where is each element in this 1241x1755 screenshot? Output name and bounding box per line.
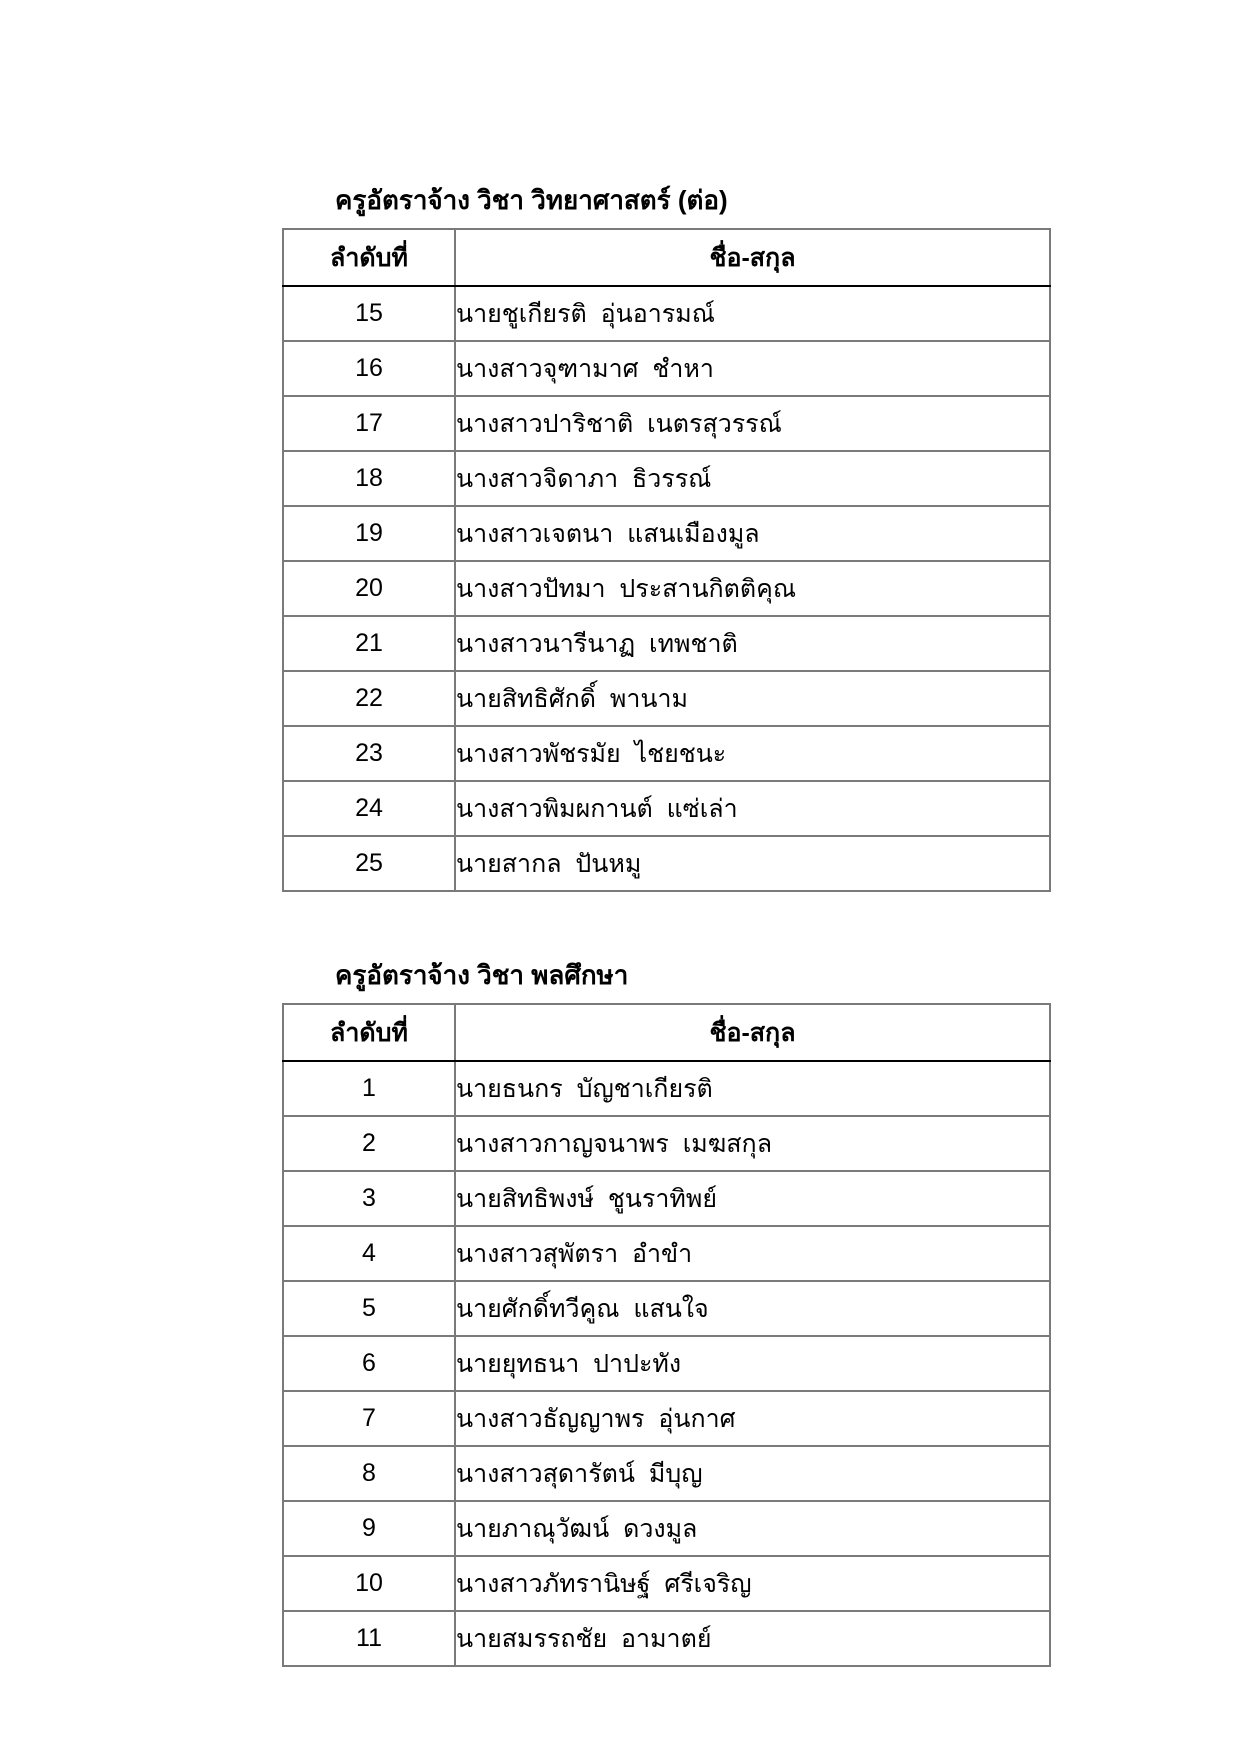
teacher-name: นางสาวปัทมา ประสานกิตติคุณ: [455, 561, 1050, 616]
teacher-name: นางสาวปาริชาติ เนตรสุวรรณ์: [455, 396, 1050, 451]
table-row: [283, 671, 1050, 726]
row-index: 9: [283, 1501, 455, 1556]
row-index: 1: [283, 1061, 455, 1116]
row-index: 22: [283, 671, 455, 726]
teacher-name: นางสาวธัญญาพร อุ่นกาศ: [455, 1391, 1050, 1446]
table-row: [283, 1336, 1050, 1391]
section-pe-teachers: [282, 955, 1049, 1667]
teacher-name: นายธนกร บัญชาเกียรติ: [455, 1061, 1050, 1116]
table-row: [283, 781, 1050, 836]
table-title-science: ครูอัตราจ้าง วิชา วิทยาศาสตร์ (ต่อ): [335, 185, 728, 215]
science-teachers-table: [282, 228, 1051, 892]
table-row: [283, 836, 1050, 891]
row-index: 21: [283, 616, 455, 671]
row-index: 5: [283, 1281, 455, 1336]
table-row: [283, 286, 1050, 341]
row-index: 18: [283, 451, 455, 506]
section-science-teachers: [282, 180, 1049, 892]
row-index: 11: [283, 1611, 455, 1666]
row-index: 25: [283, 836, 455, 891]
column-header-index: ลำดับที่: [283, 229, 455, 286]
table-row: [283, 1171, 1050, 1226]
teacher-name: นายสิทธิพงษ์ ชูนราทิพย์: [455, 1171, 1050, 1226]
table-row: [283, 396, 1050, 451]
table-row: [283, 1281, 1050, 1336]
table-row: [283, 1611, 1050, 1666]
teacher-name: นางสาวสุดารัตน์ มีบุญ: [455, 1446, 1050, 1501]
table-row: [283, 726, 1050, 781]
teacher-name: นางสาวเจตนา แสนเมืองมูล: [455, 506, 1050, 561]
table-header-row: [283, 229, 1050, 286]
row-index: 10: [283, 1556, 455, 1611]
table-row: [283, 561, 1050, 616]
pe-teachers-table: [282, 1003, 1051, 1667]
teacher-name: นางสาวจิดาภา ธิวรรณ์: [455, 451, 1050, 506]
table-row: [283, 616, 1050, 671]
row-index: 16: [283, 341, 455, 396]
teacher-name: นายสากล ปันหมู: [455, 836, 1050, 891]
teacher-name: นางสาวพิมผกานต์ แซ่เล่า: [455, 781, 1050, 836]
row-index: 15: [283, 286, 455, 341]
teacher-name: นางสาวกาญจนาพร เมฆสกุล: [455, 1116, 1050, 1171]
row-index: 24: [283, 781, 455, 836]
teacher-name: นายยุทธนา ปาปะทัง: [455, 1336, 1050, 1391]
teacher-name: นางสาวสุพัตรา อำขำ: [455, 1226, 1050, 1281]
table-row: [283, 1446, 1050, 1501]
teacher-name: นายศักดิ์ทวีคูณ แสนใจ: [455, 1281, 1050, 1336]
table-row: [283, 1061, 1050, 1116]
table-row: [283, 506, 1050, 561]
teacher-name: นายภาณุวัฒน์ ดวงมูล: [455, 1501, 1050, 1556]
row-index: 7: [283, 1391, 455, 1446]
teacher-name: นางสาวจุฑามาศ ชำหา: [455, 341, 1050, 396]
row-index: 8: [283, 1446, 455, 1501]
table-row: [283, 341, 1050, 396]
row-index: 2: [283, 1116, 455, 1171]
row-index: 6: [283, 1336, 455, 1391]
row-index: 19: [283, 506, 455, 561]
teacher-name: นายสิทธิศักดิ์ พานาม: [455, 671, 1050, 726]
table-row: [283, 1116, 1050, 1171]
teacher-name: นางสาวนารีนาฏ เทพชาติ: [455, 616, 1050, 671]
row-index: 3: [283, 1171, 455, 1226]
column-header-name: ชื่อ-สกุล: [455, 229, 1050, 286]
teacher-name: นางสาวภัทรานิษฐ์ ศรีเจริญ: [455, 1556, 1050, 1611]
row-index: 23: [283, 726, 455, 781]
column-header-index: ลำดับที่: [283, 1004, 455, 1061]
teacher-name: นายสมรรถชัย อามาตย์: [455, 1611, 1050, 1666]
table-row: [283, 1391, 1050, 1446]
table-row: [283, 1226, 1050, 1281]
table-header-row: [283, 1004, 1050, 1061]
row-index: 4: [283, 1226, 455, 1281]
table-row: [283, 1501, 1050, 1556]
teacher-name: นายชูเกียรติ อุ่นอารมณ์: [455, 286, 1050, 341]
row-index: 17: [283, 396, 455, 451]
table-title-pe: ครูอัตราจ้าง วิชา พลศึกษา: [335, 960, 629, 990]
table-row: [283, 451, 1050, 506]
row-index: 20: [283, 561, 455, 616]
teacher-name: นางสาวพัชรมัย ไชยชนะ: [455, 726, 1050, 781]
column-header-name: ชื่อ-สกุล: [455, 1004, 1050, 1061]
table-row: [283, 1556, 1050, 1611]
